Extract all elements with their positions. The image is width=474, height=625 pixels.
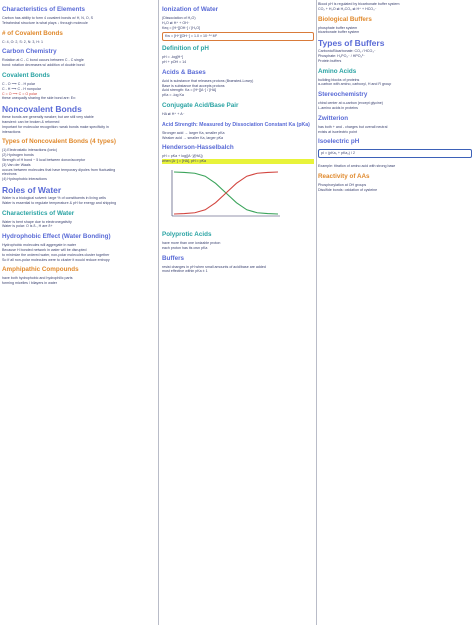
notes-column-2 xyxy=(162,2,314,623)
note-line: α-carbon with amino, carboxyl, H and R group xyxy=(318,82,392,87)
note-line: occurs between molecules that have temporary dipoles from fluctuating xyxy=(2,167,116,172)
note-line: Rotation at C - C bond occurs between C - C single xyxy=(2,58,84,63)
section-heading: Reactivity of AAs xyxy=(318,172,370,180)
note-line: each proton has its own pKa xyxy=(162,245,208,250)
titration-curve-chart xyxy=(164,166,284,222)
section-heading: Hydrophobic Effect (Water Bonding) xyxy=(2,233,111,241)
notes-column-1 xyxy=(2,2,156,623)
note-line: transient: can be broken & reformed xyxy=(2,119,60,124)
note-line: to minimize the ordered water, non-polar molecules cluster together xyxy=(2,252,110,257)
note-line: Water is essential to regulate temperature & pH for energy and shipping xyxy=(2,200,117,205)
column-divider xyxy=(158,0,159,625)
note-line: interactions xyxy=(2,129,21,134)
note-line: C = O ⟶ C = O polar xyxy=(2,91,38,96)
note-line: C - O ⟶ C - H polar xyxy=(2,81,36,86)
section-heading: Isoelectric pH xyxy=(318,138,360,146)
note-line: Keq = [H⁺][OH⁻] / [H₂O] xyxy=(162,25,201,30)
series-line-2 xyxy=(174,172,278,214)
note-line: pH + pOH = 14 xyxy=(162,59,187,64)
section-heading: Types of Noncovalent Bonds (4 types) xyxy=(2,138,116,146)
note-line: C - H ⟶ C - H nonpolar xyxy=(2,86,41,91)
note-line: Because H bonded network in water will be disrupted xyxy=(2,247,87,252)
note-line: Blood pH is regulated by bicarbonate buffer system xyxy=(318,2,400,6)
section-heading: Carbon Chemistry xyxy=(2,48,57,56)
note-line: Example: titration of amino acid with strong base xyxy=(318,164,396,169)
note-line: resist changes in pH when small amounts of acid/base are added xyxy=(162,264,266,269)
note-line: (3) Van der Waals xyxy=(2,162,31,167)
highlighted-note: when [A⁻] = [HA], pH = pKa xyxy=(162,159,314,164)
note-line: pH = -log[H⁺] xyxy=(162,55,184,60)
note-line: L-amino acids in proteins xyxy=(318,105,358,110)
note-line: H₂O ⇌ H⁺ + OH⁻ xyxy=(162,20,190,25)
note-line: have both hydrophobic and hydrophilic parts xyxy=(2,276,73,281)
note-line: (Dissociation of H₂O) xyxy=(162,16,196,20)
note-line: electrons xyxy=(2,172,17,177)
section-heading: Acids & Bases xyxy=(162,68,206,76)
note-line: CO₂ + H₂O ⇌ H₂CO₃ ⇌ H⁺ + HCO₃⁻ xyxy=(318,6,377,11)
section-heading: Definition of pH xyxy=(162,45,209,53)
note-line: Stronger acid → larger Ka, smaller pKa xyxy=(162,130,225,135)
section-heading: Buffers xyxy=(162,254,185,262)
note-line: phosphate buffer system xyxy=(318,25,358,30)
note-line: (4) Hydrophobic interactions xyxy=(2,177,47,182)
note-line: forming micelles / bilayers in water xyxy=(2,281,57,286)
note-line: has both + and - charges but overall neutral xyxy=(318,124,388,129)
section-heading: Characteristics of Water xyxy=(2,209,75,217)
section-heading: Henderson-Hasselbalch xyxy=(162,144,234,152)
note-line: pH = pKa + log([A⁻]/[HA]) xyxy=(162,154,203,159)
section-heading: Amphipathic Compounds xyxy=(2,266,79,274)
section-heading: Ionization of Water xyxy=(162,6,219,13)
note-line: Important for molecular recognition: weak bonds make specificity in xyxy=(2,124,109,129)
note-line: Strength of H bond ~ 5 kcal between donor/acceptor xyxy=(2,157,86,162)
note-line: have more than one ionizable proton xyxy=(162,240,221,245)
note-line: Base is substance that accepts protons xyxy=(162,83,225,88)
note-line: Acid is substance that releases protons (Brønsted-Lowry) xyxy=(162,78,254,83)
note-line: Water is polar: O is δ-, H are δ+ xyxy=(2,224,53,229)
section-heading: Acid Strength: Measured by Dissociation Constant Ka (pKa) xyxy=(162,121,310,128)
section-heading: Roles of Water xyxy=(2,184,62,195)
section-heading: Zwitterion xyxy=(318,114,349,122)
note-line: these unequally sharing the side bond are: Ex: xyxy=(2,96,76,101)
note-line: bicarbonate buffer system xyxy=(318,30,360,35)
note-line: Water is bent shape due to electronegativity xyxy=(2,219,72,224)
note-line: HA ⇌ H⁺ + A⁻ xyxy=(162,111,185,116)
note-line: most effective within pKa ± 1 xyxy=(162,269,208,274)
section-heading: # of Covalent Bonds xyxy=(2,29,63,37)
equation-box: pI = (pKa₁ + pKa₂) / 2 xyxy=(321,151,355,156)
section-heading: Conjugate Acid/Base Pair xyxy=(162,101,239,109)
equation-box: Kw = [H⁺][OH⁻] = 1.0 × 10⁻¹⁴ M² xyxy=(165,34,217,39)
note-line: Water is a biological solvent: large % of constituents in living cells xyxy=(2,195,106,200)
section-heading: Noncovalent Bonds xyxy=(2,104,82,115)
section-heading: Polyprotic Acids xyxy=(162,230,212,238)
section-heading: Types of Buffers xyxy=(318,38,385,49)
note-line: bond: rotation decreases w/ addition of double bond xyxy=(2,63,85,68)
section-heading: Characteristics of Elements xyxy=(2,6,85,13)
note-line: these bonds are generally weaker; but are still very stable xyxy=(2,115,94,120)
notes-column-3 xyxy=(318,2,472,623)
note-line: exists at isoelectric point xyxy=(318,129,357,134)
note-line: (1) Electrostatic interactions (ionic) xyxy=(2,148,58,153)
note-line: Tetrahedral structure is what plays ↓ through molecule xyxy=(2,20,88,25)
section-heading: Amino Acids xyxy=(318,67,357,75)
note-line: Weaker acid → smaller Ka, larger pKa xyxy=(162,135,224,140)
section-heading: Stereochemistry xyxy=(318,91,368,99)
note-line: chiral center at α-carbon (except glycine) xyxy=(318,101,383,106)
note-line: Hydrophobic molecules will aggregate in water xyxy=(2,243,77,248)
note-line: building blocks of proteins xyxy=(318,77,360,82)
column-divider xyxy=(316,0,317,625)
note-line: C: 4, O: 2, S: 2, N: 3, H: 1 xyxy=(2,39,43,44)
note-line: So if all non-polar molecules were to cluster it would reduce entropy xyxy=(2,257,110,262)
note-line: Phosphorylation at OH groups xyxy=(318,182,367,187)
note-line: Acid strength: Ka = [H⁺][A⁻] / [HA] xyxy=(162,88,217,93)
note-line: pKa = -log Ka xyxy=(162,93,184,98)
note-line: Protein buffers xyxy=(318,58,342,63)
note-line: Carbonic/Bicarbonate: CO₂ / HCO₃⁻ xyxy=(318,49,376,54)
note-line: Disulfide bonds: oxidation of cysteine xyxy=(318,187,378,192)
note-line: (2) Hydrogen bonds xyxy=(2,153,34,158)
note-line: Phosphate: H₂PO₄⁻ / HPO₄²⁻ xyxy=(318,53,366,58)
section-heading: Covalent Bonds xyxy=(2,71,50,79)
note-line: Carbon has ability to form 4 covalent bonds w/ H, N, O, S xyxy=(2,16,94,20)
section-heading: Biological Buffers xyxy=(318,15,372,23)
